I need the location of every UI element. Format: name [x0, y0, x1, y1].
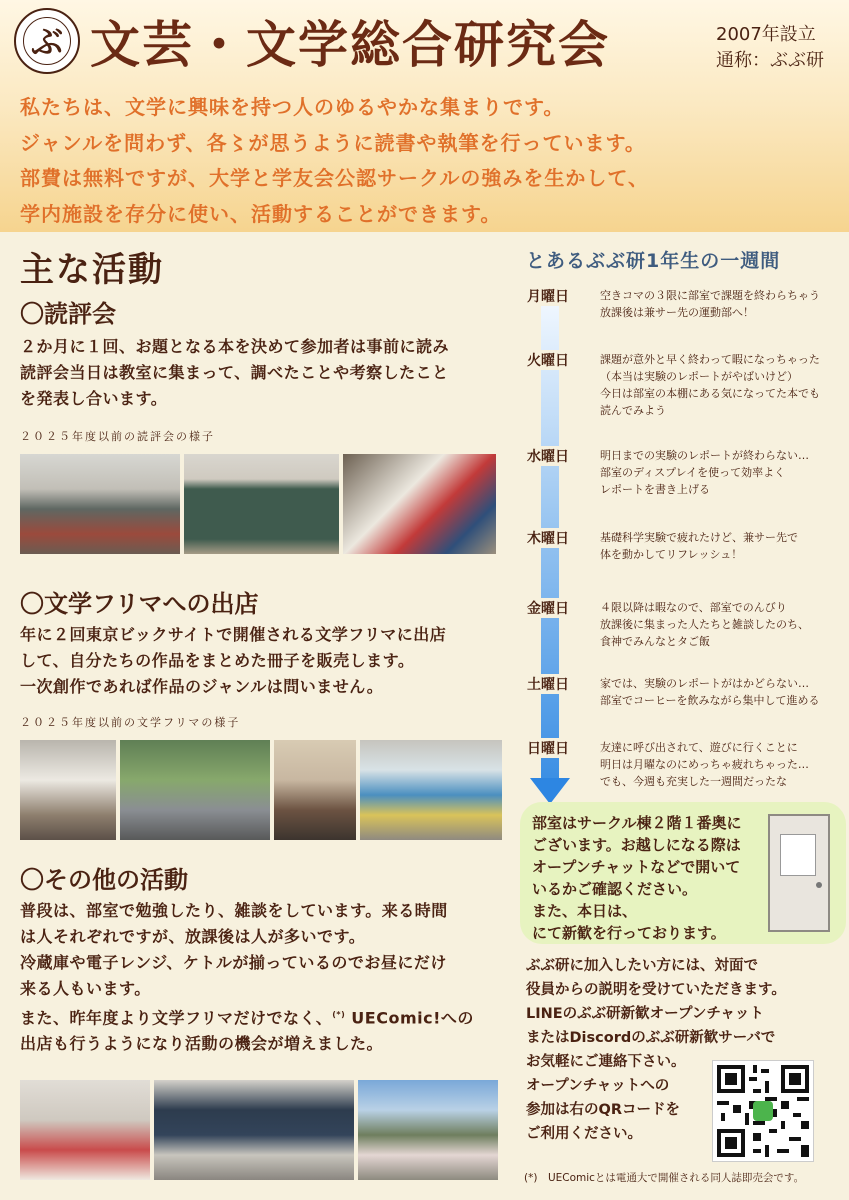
- week-title: とあるぶぶ研1年生の一週間: [526, 250, 781, 272]
- flima-photos: [20, 740, 502, 840]
- day-label: 木曜日: [526, 528, 570, 548]
- day-line: ４限以降は暇なので、部室でのんびり: [600, 601, 787, 614]
- day-line: 放課後は兼サー先の運動部へ！: [600, 306, 754, 319]
- text-line: して、自分たちの作品をまとめた冊子を販売します。: [20, 651, 415, 670]
- join-line: お気軽にご連絡下さい。: [526, 1054, 686, 1070]
- blackboard-photo: [184, 454, 339, 554]
- day-description: [600, 739, 848, 790]
- room-line: ございます。お越しになる際は: [532, 836, 741, 854]
- text-line: を発表し合います。: [20, 389, 168, 408]
- day-line: 空きコマの３限に部室で課題を終わらちゃう: [600, 289, 820, 302]
- established-year: 2007年設立: [716, 24, 816, 45]
- day-line: 部室でコーヒーを飲みながら集中して進める: [600, 694, 820, 707]
- room-line: いるかご確認ください。: [532, 880, 698, 898]
- day-line: （本当は実験のレポートがやばいけど）: [600, 370, 798, 383]
- logo-inner-ring: [23, 17, 71, 65]
- day-description: [600, 599, 848, 650]
- text-part: また、昨年度より文学フリマだけでなく、: [20, 1008, 333, 1028]
- text-line: 年に２回東京ビックサイトで開催される文学フリマに出店: [20, 625, 447, 644]
- clubroom-info-text: [532, 812, 778, 944]
- reading-photo-caption: ２０２５年度以前の読評会の様子: [20, 430, 215, 443]
- day-description: [600, 529, 848, 563]
- day-line: 基礎科学実験で疲れたけど、兼サー先で: [600, 531, 798, 544]
- join-line: またはDiscordのぶぶ研新歓サーバで: [526, 1030, 776, 1046]
- classroom-photo: [20, 454, 180, 554]
- day-description: [600, 675, 848, 709]
- text-line: 読評会当日は教室に集まって、調べたことや考察したこと: [20, 363, 449, 382]
- join-line: 役員からの説明を受けていただきます。: [526, 982, 786, 998]
- club-nickname: 通称：ぶぶ研: [716, 50, 824, 71]
- text-line: 来る人もいます。: [20, 979, 151, 998]
- reading-description: [20, 334, 500, 412]
- other-description: [20, 898, 500, 1057]
- day-line: 家では、実験のレポートがはかどらない…: [600, 677, 809, 690]
- day-label: 土曜日: [526, 674, 570, 694]
- banner-photo: [360, 740, 502, 840]
- day-label: 日曜日: [526, 738, 570, 758]
- day-label: 火曜日: [526, 350, 570, 370]
- intro-text: [20, 90, 830, 232]
- flima-photo-caption: ２０２５年度以前の文学フリマの様子: [20, 716, 241, 729]
- join-line: オープンチャットへの: [526, 1078, 670, 1094]
- day-line: 読んでみよう: [600, 404, 666, 417]
- intro-line: ジャンルを問わず、各〻が思うように読書や執筆を行っています。: [20, 130, 646, 155]
- footnote: (*) UEComicとは電通大で開催される同人誌即売会です。: [524, 1172, 805, 1184]
- day-line: レポートを書き上げる: [600, 483, 710, 496]
- booth-photo: [20, 740, 116, 840]
- clubroom-info-box: [520, 802, 846, 944]
- day-line: 明日までの実験のレポートが終わらない…: [600, 449, 809, 462]
- other-section-title: 〇その他の活動: [20, 866, 188, 894]
- day-label: 金曜日: [526, 598, 570, 618]
- day-description: [600, 351, 848, 419]
- club-title: 文芸・文学総合研究会: [90, 15, 610, 74]
- reading-section-title: 〇読評会: [20, 300, 116, 328]
- day-description: [600, 447, 848, 498]
- text-line: 一次創作であれば作品のジャンルは問いません。: [20, 677, 384, 696]
- day-label: 月曜日: [526, 286, 570, 306]
- reading-photos: [20, 454, 496, 554]
- club-logo: [14, 8, 80, 74]
- clubroom-photo: [154, 1080, 354, 1180]
- other-photos: [20, 1080, 498, 1180]
- footnote-marker: (*): [332, 1010, 346, 1019]
- join-line: LINEのぶぶ研新歓オープンチャット: [526, 1006, 764, 1022]
- venue-outside-photo: [120, 740, 270, 840]
- table-photo: [274, 740, 356, 840]
- week-column: [512, 232, 849, 1200]
- day-line: 食神でみんなとタご飯: [600, 635, 710, 648]
- books-photo: [343, 454, 496, 554]
- qr-code-icon[interactable]: [712, 1060, 814, 1162]
- intro-line: 私たちは、文学に興味を持つ人のゆるやかな集まりです。: [20, 95, 565, 119]
- text-line: [20, 1002, 500, 1031]
- flima-section-title: 〇文学フリマへの出店: [20, 590, 259, 618]
- clubroom-door-photo: [768, 814, 830, 932]
- day-line: でも、今週も充実した一週間だったな: [600, 775, 787, 788]
- intro-line: 部費は無料ですが、大学と学友会公認サークルの強みを生かして、: [20, 166, 649, 190]
- day-line: 部室のディスプレイを使って効率よく: [600, 466, 786, 479]
- timeline-arrowhead: [530, 778, 570, 804]
- door-window: [780, 834, 816, 876]
- text-line: 出店も行うようになり活動の機会が増えました。: [20, 1034, 384, 1054]
- join-line: 参加は右のQRコードを: [526, 1102, 680, 1118]
- day-line: 友達に呼び出されて、遊びに行くことに: [600, 741, 798, 754]
- header-banner: [0, 0, 849, 232]
- room-line: にて新歓を行っております。: [532, 924, 726, 942]
- room-line: また、本日は、: [532, 902, 638, 920]
- room-line: オープンチャットなどで開いて: [532, 858, 741, 876]
- day-line: 体を動かしてリフレッシュ！: [600, 548, 743, 561]
- join-line: ご利用ください。: [526, 1126, 642, 1142]
- campus-photo: [358, 1080, 498, 1180]
- text-line: ２か月に１回、お題となる本を決めて参加者は事前に読み: [20, 337, 450, 356]
- kitchen-photo: [20, 1080, 150, 1180]
- day-line: 課題が意外と早く終わって暇になっちゃった: [600, 353, 820, 366]
- text-line: 普段は、部室で勉強したり、雑談をしています。来る時間: [20, 901, 448, 920]
- intro-line: 学内施設を存分に使い、活動することができます。: [20, 201, 502, 226]
- day-label: 水曜日: [526, 446, 570, 466]
- flima-description: [20, 622, 500, 700]
- text-line: 冷蔵庫や電子レンジ、ケトルが揃っているのでお昼にだけ: [20, 953, 447, 972]
- room-line: 部室はサークル棟２階１番奥に: [532, 814, 742, 832]
- day-line: 明日は月曜なのにめっちゃ疲れちゃった…: [600, 758, 809, 771]
- join-line: ぶぶ研に加入したい方には、対面で: [526, 958, 758, 974]
- text-line: は人それぞれですが、放課後は人が多いです。: [20, 927, 366, 946]
- day-line: 放課後に集まった人たちと雑談したのち、: [600, 618, 809, 631]
- activities-heading: 主な活動: [20, 250, 164, 290]
- door-knob: [816, 882, 822, 888]
- club-info: [716, 22, 824, 74]
- logo-character: ぶ: [30, 23, 63, 61]
- text-part: UEComic!への: [345, 1008, 474, 1028]
- day-description: [600, 287, 848, 321]
- day-line: 今日は部室の本棚にある気になってた本でも: [600, 387, 820, 400]
